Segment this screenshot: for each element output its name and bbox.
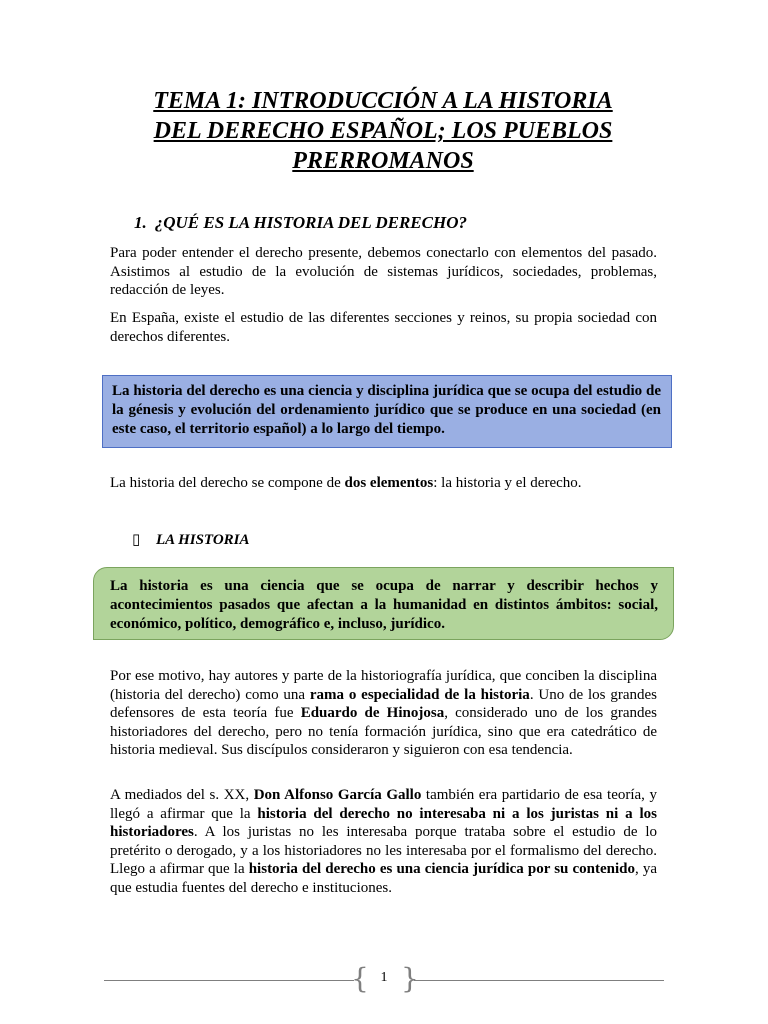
paragraph-4-bold-1: rama o especialidad de la historia	[309, 686, 530, 703]
paragraph-4-text-3: , considerado uno de los grandes historiadores del derecho, pero no tenía formación jurídica, sino que era catedrático de historia medieval. Sus discípulos consideraron y siguieron con esa tendencia.	[110, 705, 657, 758]
paragraph-4-text-1: Por ese motivo, hay autores y parte de la historiografía jurídica, que conciben la disciplina (historia del derecho) como una	[110, 668, 657, 703]
paragraph-5-text-3: . A los juristas no les interesaba porque trataba sobre el estudio de lo pretérito o derogado, y a los historiadores no les interesaba por el formalismo del derecho. Llego a afirmar que la	[110, 824, 657, 877]
section-number: 1.	[134, 213, 147, 232]
paragraph-2: En España, existe el estudio de las diferentes secciones y reinos, su propia sociedad con derechos diferentes.	[110, 310, 657, 345]
bullet-icon: ▯	[132, 532, 141, 548]
paragraph-3-bold: dos elementos	[344, 475, 434, 491]
paragraph-5	[110, 786, 657, 897]
paragraph-4-text-2: . Uno de los grandes defensores de esta teoría fue	[110, 686, 657, 721]
paragraph-5-text-2: también era partidario de esa teoría, y llegó a afirmar que la	[110, 787, 658, 822]
footer-rule-left	[104, 980, 354, 981]
definition-box-green: La historia es una ciencia que se ocupa de narrar y describir hechos y acontecimientos pasados que afectan a la humanidad en distintos ámbitos: social, económico, político, demográfico e, incluso, jurídico.	[93, 567, 674, 640]
paragraph-3-text-1: La historia del derecho se compone de	[110, 475, 345, 491]
footer-rule-right	[414, 980, 664, 981]
section-heading	[134, 213, 467, 233]
subsection-heading-text: LA HISTORIA	[156, 532, 250, 548]
paragraph-3	[110, 474, 657, 493]
subsection-heading	[132, 530, 250, 549]
paragraph-1: Para poder entender el derecho presente, debemos conectarlo con elementos del pasado. Asistimos al estudio de la evolución de sistemas jurídicos, sociedades, problemas, redacción de leyes.	[110, 245, 657, 298]
paragraph-3-text-2: : la historia y el derecho.	[433, 475, 582, 491]
paragraph-5-text-4: , ya que estudia fuentes del derecho e instituciones.	[110, 861, 657, 896]
title-line-1: TEMA 1: INTRODUCCIÓN A LA HISTORIA	[153, 88, 613, 114]
footer-brace-right: }	[401, 962, 419, 995]
paragraph-5-bold-3: historia del derecho es una ciencia jurídica por su contenido	[248, 861, 635, 877]
section-heading-text: ¿QUÉ ES LA HISTORIA DEL DERECHO?	[154, 213, 467, 232]
paragraph-5-bold-2: historia del derecho no interesaba ni a los juristas ni a los historiadores	[110, 805, 657, 840]
title-line-3: PRERROMANOS	[292, 148, 474, 174]
footer-brace-left: {	[351, 962, 369, 995]
paragraph-5-bold-1: Don Alfonso García Gallo	[253, 787, 422, 803]
paragraph-4	[110, 667, 657, 760]
paragraph-4-bold-2: Eduardo de Hinojosa	[300, 705, 445, 721]
page-number: 1	[380, 970, 388, 985]
title-line-2: DEL DERECHO ESPAÑOL; LOS PUEBLOS	[153, 118, 613, 144]
paragraph-5-text-1: A mediados del s. XX,	[110, 787, 254, 803]
document-title	[110, 86, 656, 176]
definition-box-blue: La historia del derecho es una ciencia y disciplina jurídica que se ocupa del estudio de la génesis y evolución del ordenamiento jurídico que se produce en una sociedad (en este caso, el territorio español) a lo largo del tiempo.	[102, 375, 672, 448]
